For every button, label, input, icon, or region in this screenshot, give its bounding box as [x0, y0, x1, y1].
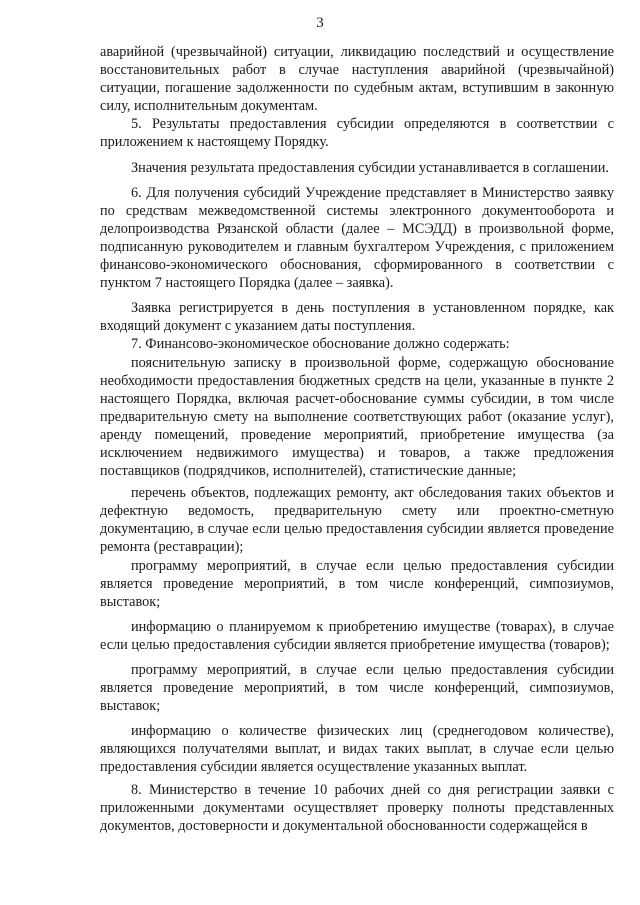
paragraph-repair-objects: перечень объектов, подлежащих ремонту, акт обследования таких объектов и дефектную ведомость, предварительную смету или проектно-сметную документацию, в случае если целью предоставления субсидии является проведение ремонта (реставрации); — [100, 485, 614, 556]
document-body — [100, 43, 614, 835]
paragraph-item-8: 8. Министерство в течение 10 рабочих дней со дня регистрации заявки с приложенными документами осуществляет проверку полноты представленных документов, достоверности и документальной обоснованности содержащейся в — [100, 781, 614, 834]
paragraph-event-program-repeat: программу мероприятий, в случае если целью предоставления субсидии является проведение мероприятий, в том числе конференций, симпозиумов, выставок; — [100, 662, 614, 715]
paragraph-item-5: 5. Результаты предоставления субсидии определяются в соответствии с приложением к настоящему Порядку. — [100, 116, 614, 151]
paragraph-item-7: 7. Финансово-экономическое обоснование должно содержать: — [131, 336, 510, 353]
paragraph-result-values: Значения результата предоставления субсидии устанавливается в соглашении. — [131, 159, 609, 176]
paragraph-continuation: аварийной (чрезвычайной) ситуации, ликвидацию последствий и осуществление восстановительных работ в случае наступления аварийной (чрезвычайной) ситуации, погашение задолженности по судебным актам, вступившим в законную силу, исполнительным документам. — [100, 44, 614, 115]
paragraph-explanatory-note: пояснительную записку в произвольной форме, содержащую обоснование необходимости предоставления бюджетных средств на цели, указанные в пункте 2 настоящего Порядка, включая расчет-обоснование суммы субсидии, в том числе предварительную смету на выполнение соответствующих работ (оказание услуг), аренду помещений, проведение мероприятий, приобретение имущества (за исключением недвижимого имущества) и товаров, а также предложения поставщиков (подрядчиков, исполнителей), статистические данные; — [100, 354, 614, 480]
paragraph-item-6: 6. Для получения субсидий Учреждение представляет в Министерство заявку по средствам межведомственной системы электронного документооборота и делопроизводства Рязанской области (далее – МСЭДД) в произвольной форме, подписанную руководителем и главным бухгалтером Учреждения, с приложением финансово-экономического обоснования, сформированного в соответствии с пунктом 7 настоящего Порядка (далее – заявка). — [100, 184, 614, 292]
paragraph-property-info: информацию о планируемом к приобретению имуществе (товарах), в случае если целью предоставления субсидии является приобретение имущества (товаров); — [100, 618, 614, 653]
paragraph-individuals-info: информацию о количестве физических лиц (среднегодовом количестве), являющихся получателями выплат, и видах таких выплат, в случае если целью предоставления субсидии является осуществление указанных выплат. — [100, 723, 614, 776]
page-number: 3 — [316, 15, 324, 31]
paragraph-application-registration: Заявка регистрируется в день поступления в установленном порядке, как входящий документ с указанием даты поступления. — [100, 300, 614, 335]
paragraph-event-program: программу мероприятий, в случае если целью предоставления субсидии является проведение мероприятий, в том числе конференций, симпозиумов, выставок; — [100, 557, 614, 610]
